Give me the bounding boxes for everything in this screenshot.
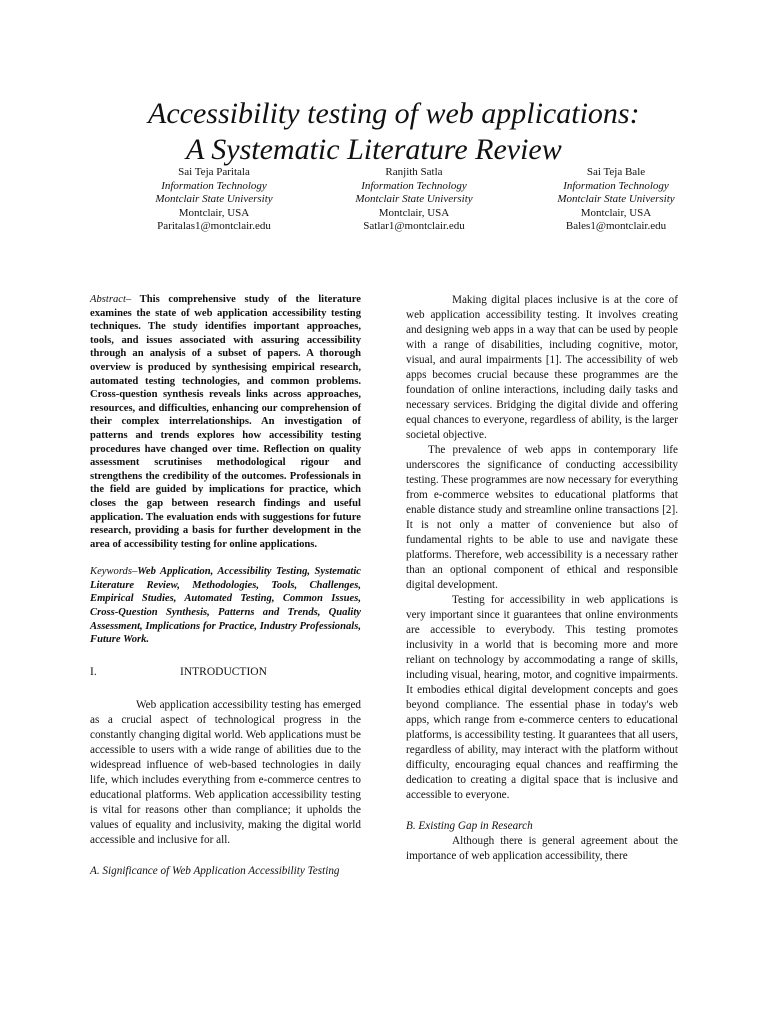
body-paragraph-2: The prevalence of web apps in contemporary life underscores the significance of conducting accessibility testing. These programmes are now necessary for everything from e-commerce websites to educational platforms that enable distance study and streamline online transactions [2]. It is not only a matter of convenience but also of fundamental rights to be able to use and navigate these platforms. Therefore, web accessibility is a necessary rather than an optional component of ethical and responsible digital development. — [406, 444, 678, 591]
intro-paragraph: Web application accessibility testing has emerged as a crucial aspect of technological progress in the constantly changing digital world. Web applications must be accessible to users with a wide range of abilities due to the widespread influence of web-based technologies in daily life, which includes everything from e-commerce centres to educational platforms. Web application accessibility testing is vital for reasons other than compliance; it upholds the values of equality and inclusivity, making the digital world accessible and inclusive for all. — [90, 698, 361, 846]
subsection-heading-a: A. Significance of Web Application Accessibility Testing — [90, 864, 340, 877]
author-name: Sai Teja Bale — [586, 166, 646, 178]
abstract-text: This comprehensive study of the literature examines the state of web application accessibility testing techniques. The study identifies important approaches, tools, and issues associated with assuring accessibility through an analysis of a subset of papers. A thorough overview is produced by synthesising empirical research, automated testing technologies, and common problems. Cross-question synthesis reveals links across approaches, resources, and difficulties, enhancing our comprehension of their complex interrelationships. An investigation of patterns and trends explores how accessibility testing procedures have changed over time. Reflection on quality assessment scrutinises methodological rigour and strengthens the credibility of the outcomes. Professionals in the field are guided by implications for practice, which closes the gap between research findings and useful application. The evaluation ends with suggestions for future research, providing a basis for further development in the area of accessibility testing for online applications. — [90, 294, 361, 550]
body-paragraph-4: Although there is general agreement about the importance of web application accessibility, there — [406, 835, 678, 862]
abstract — [90, 293, 361, 551]
keywords — [90, 565, 361, 647]
body-paragraph-1: Making digital places inclusive is at the core of web application accessibility testing. It involves creating and designing web apps in a way that can be used by people with a range of disabilities, including cognitive, motor, visual, and aural impairments [1]. The accessibility of web apps becomes crucial because these programmes are the foundation of online interactions, including daily tasks and necessary services. Bridging the digital divide and offering equal chances to everyone, regardless of ability, is the larger societal objective. — [406, 294, 678, 441]
keywords-text: Web Application, Accessibility Testing, Systematic Literature Review, Methodologies, Tools, Challenges, Empirical Studies, Automated Testing, Common Issues, Cross-Question Synthesis, Patterns and Trends, Quality Assessment, Implications for Practice, Industry Professionals, Future Work. — [90, 566, 361, 646]
right-column — [406, 293, 678, 864]
author-location: Montclair, USA — [378, 206, 450, 219]
author-department: Information Technology — [361, 179, 467, 192]
author-university: Montclair State University — [155, 193, 273, 205]
author-email: Satlar1@montclair.edu — [363, 220, 465, 232]
keywords-label: Keywords– — [90, 566, 138, 578]
title-line-1: Accessibility testing of web applications: — [148, 97, 640, 130]
author-email: Paritalas1@montclair.edu — [157, 220, 271, 232]
author-name: Ranjith Satla — [385, 166, 443, 178]
author-location: Montclair, USA — [580, 206, 652, 219]
author-department: Information Technology — [161, 179, 267, 192]
author-block-2 — [304, 166, 524, 234]
title-line-2: A Systematic Literature Review — [186, 133, 562, 166]
author-department: Information Technology — [563, 179, 669, 192]
body-paragraph-3: Testing for accessibility in web applications is very important since it guarantees that online environments are accessible to everybody. This testing promotes inclusivity in a world that is becoming more and more reliant on technology by accommodating a range of skills, including visual, hearing, motor, and cognitive impairments. It embodies ethical digital development concepts and goes beyond compliance. The essential phase in today's web apps, which range from e-commerce centers to educational platforms, is accessibility testing. It guarantees that all users, regardless of ability, may interact with the platform without difficulty, encouraging equal chances and reaffirming the dedication to creating a digital space that is inclusive and accessible to everyone. — [406, 594, 678, 801]
author-university: Montclair State University — [355, 193, 473, 205]
author-block-1 — [104, 166, 324, 234]
section-title: INTRODUCTION — [180, 665, 267, 678]
subsection-heading-b: B. Existing Gap in Research — [406, 820, 533, 832]
author-name: Sai Teja Paritala — [178, 166, 250, 178]
left-column — [90, 293, 361, 879]
section-number: I. — [90, 665, 97, 678]
author-location: Montclair, USA — [178, 206, 250, 219]
author-email: Bales1@montclair.edu — [565, 220, 667, 232]
paper-title — [0, 96, 768, 168]
author-university: Montclair State University — [557, 193, 675, 205]
author-block-3 — [506, 166, 726, 234]
abstract-label: Abstract– — [90, 294, 132, 305]
section-heading-introduction — [90, 665, 361, 680]
